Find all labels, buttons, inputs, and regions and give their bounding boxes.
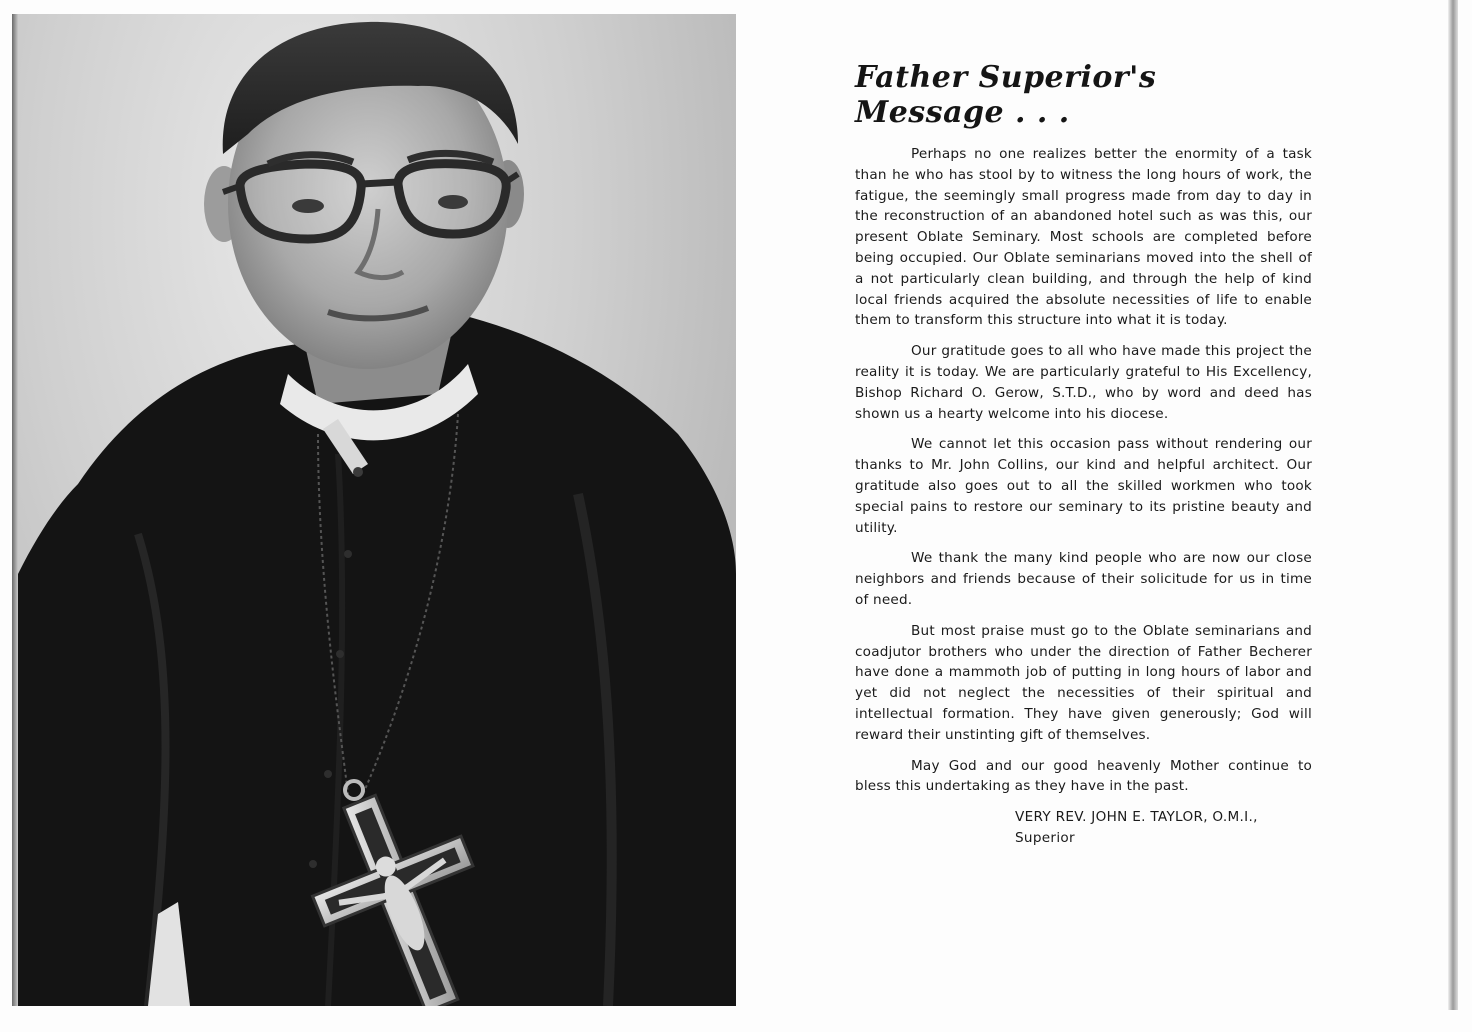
- signature-name: VERY REV. JOHN E. TAYLOR, O.M.I.,: [1015, 809, 1258, 826]
- message-paragraph: But most praise must go to the Oblate seminarians and coadjutor brothers who under the direction of Father Becherer have done a mammoth job of putting in long hours of labor and yet did not neglect the necessities of their spiritual and intellectual formation. They have given generously; God will reward their unstinting gift of themselves.: [855, 622, 1312, 743]
- portrait-photo: [18, 14, 736, 1006]
- message-paragraph: We cannot let this occasion pass without rendering our thanks to Mr. John Collins, our kind and helpful architect. Our gratitude also goes out to all the skilled workmen who took special pains to restore our seminary to its pristine beauty and utility.: [855, 436, 1312, 536]
- scan-edge-right: [1448, 0, 1458, 1010]
- message-title: Father Superior's Message . . .: [855, 60, 1157, 130]
- message-paragraph: Perhaps no one realizes better the enormity of a task than he who has stool by to witness the long hours of work, the fatigue, the seemingly small progress made from day to day in the reconstruction of an abandoned hotel such as was this, our present Oblate Seminary. Most schools are completed before being occupied. Our Oblate seminarians moved into the shell of a not particularly clean building, and through the help of kind local friends acquired the absolute necessities of life to enable them to transform this structure into what it is today.: [855, 146, 1312, 329]
- signature-block: [1015, 807, 1312, 849]
- superior-message: [855, 60, 1312, 849]
- signature-role: Superior: [1015, 830, 1075, 847]
- message-paragraph: May God and our good heavenly Mother continue to bless this undertaking as they have in the past.: [855, 757, 1312, 795]
- message-paragraph: Our gratitude goes to all who have made this project the reality it is today. We are particularly grateful to His Excellency, Bishop Richard O. Gerow, S.T.D., who by word and deed has shown us a hearty welcome into his diocese.: [855, 343, 1312, 422]
- message-paragraph: We thank the many kind people who are now our close neighbors and friends because of their solicitude for us in time of need.: [855, 550, 1312, 608]
